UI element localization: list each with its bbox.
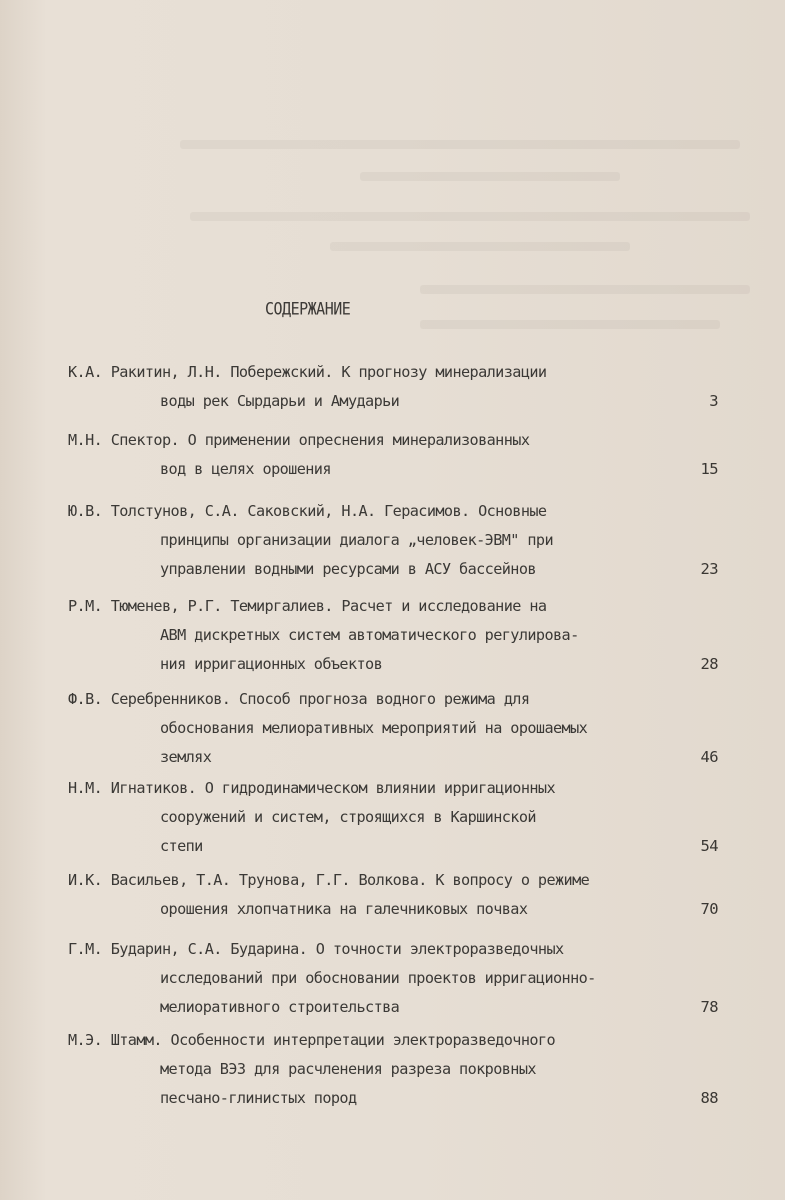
toc-entry-text: орошения хлопчатника на галечниковых почвах — [160, 900, 528, 918]
toc-entry-title-continued — [68, 555, 728, 584]
page-title: СОДЕРЖАНИЕ — [265, 298, 351, 320]
toc-entry-text: ния ирригационных объектов — [160, 655, 383, 673]
toc-entry-text: мелиоративного строительства — [160, 998, 400, 1016]
toc-entry-text: землях — [160, 748, 212, 766]
toc-entry-title-continued: АВМ дискретных систем автоматического регулирова- — [160, 626, 579, 644]
toc-page-number: 3 — [709, 392, 718, 410]
toc-entry-text: степи — [160, 837, 203, 855]
toc-entry-authors-title: И.К. Васильев, Т.А. Трунова, Г.Г. Волкова. К вопросу о режиме — [68, 871, 590, 889]
toc-entry — [68, 685, 728, 772]
toc-entry-title-continued — [68, 993, 728, 1022]
toc-page-number: 28 — [700, 655, 718, 673]
toc-entry — [68, 935, 728, 1022]
toc-entry-title-continued — [68, 455, 728, 484]
toc-entry-authors-title: Г.М. Бударин, С.А. Бударина. О точности электроразведочных — [68, 940, 564, 958]
toc-entry-title-continued: обоснования мелиоративных мероприятий на орошаемых — [160, 719, 588, 737]
toc-page-number: 70 — [700, 900, 718, 918]
toc-entry-text: вод в целях орошения — [160, 460, 331, 478]
toc-entry-title-continued — [68, 1084, 728, 1113]
toc-entry-authors-title: М.Э. Штамм. Особенности интерпретации электроразведочного — [68, 1031, 555, 1049]
toc-entry-title-continued: принципы организации диалога „человек-ЭВМ" при — [160, 531, 554, 549]
toc-entry — [68, 497, 728, 584]
toc-entry-title-continued — [68, 895, 728, 924]
toc-entry — [68, 866, 728, 924]
toc-entry-text: песчано-глинистых пород — [160, 1089, 357, 1107]
toc-page-number: 15 — [700, 460, 718, 478]
toc-entry-authors-title: Н.М. Игнатиков. О гидродинамическом влиянии ирригационных — [68, 779, 555, 797]
toc-entry — [68, 592, 728, 679]
toc-page-number: 46 — [700, 748, 718, 766]
toc-entry-title-continued: метода ВЭЗ для расчленения разреза покровных — [160, 1060, 536, 1078]
toc-entry-title-continued: сооружений и систем, строящихся в Каршинской — [160, 808, 536, 826]
toc-entry — [68, 426, 728, 484]
toc-entry-title-continued — [68, 832, 728, 861]
toc-entry-title-continued — [68, 650, 728, 679]
toc-page-number: 88 — [700, 1089, 718, 1107]
toc-entry-text: воды рек Сырдарьи и Амударьи — [160, 392, 400, 410]
toc-entry — [68, 1026, 728, 1113]
toc-entry — [68, 774, 728, 861]
toc-page-number: 54 — [700, 837, 718, 855]
toc-entry-title-continued — [68, 743, 728, 772]
toc-entry — [68, 358, 728, 416]
toc-entry-title-continued — [68, 387, 728, 416]
toc-entry-text: управлении водными ресурсами в АСУ бассейнов — [160, 560, 536, 578]
toc-page-number: 23 — [700, 560, 718, 578]
toc-entry-authors-title: М.Н. Спектор. О применении опреснения минерализованных — [68, 431, 530, 449]
toc-entry-authors-title: Ю.В. Толстунов, С.А. Саковский, Н.А. Герасимов. Основные — [68, 502, 547, 520]
toc-entry-title-continued: исследований при обосновании проектов ирригационно- — [160, 969, 596, 987]
toc-page-number: 78 — [700, 998, 718, 1016]
toc-entry-authors-title: К.А. Ракитин, Л.Н. Побережский. К прогнозу минерализации — [68, 363, 547, 381]
toc-entry-authors-title: Р.М. Тюменев, Р.Г. Темиргалиев. Расчет и исследование на — [68, 597, 547, 615]
toc-entry-authors-title: Ф.В. Серебренников. Способ прогноза водного режима для — [68, 690, 530, 708]
